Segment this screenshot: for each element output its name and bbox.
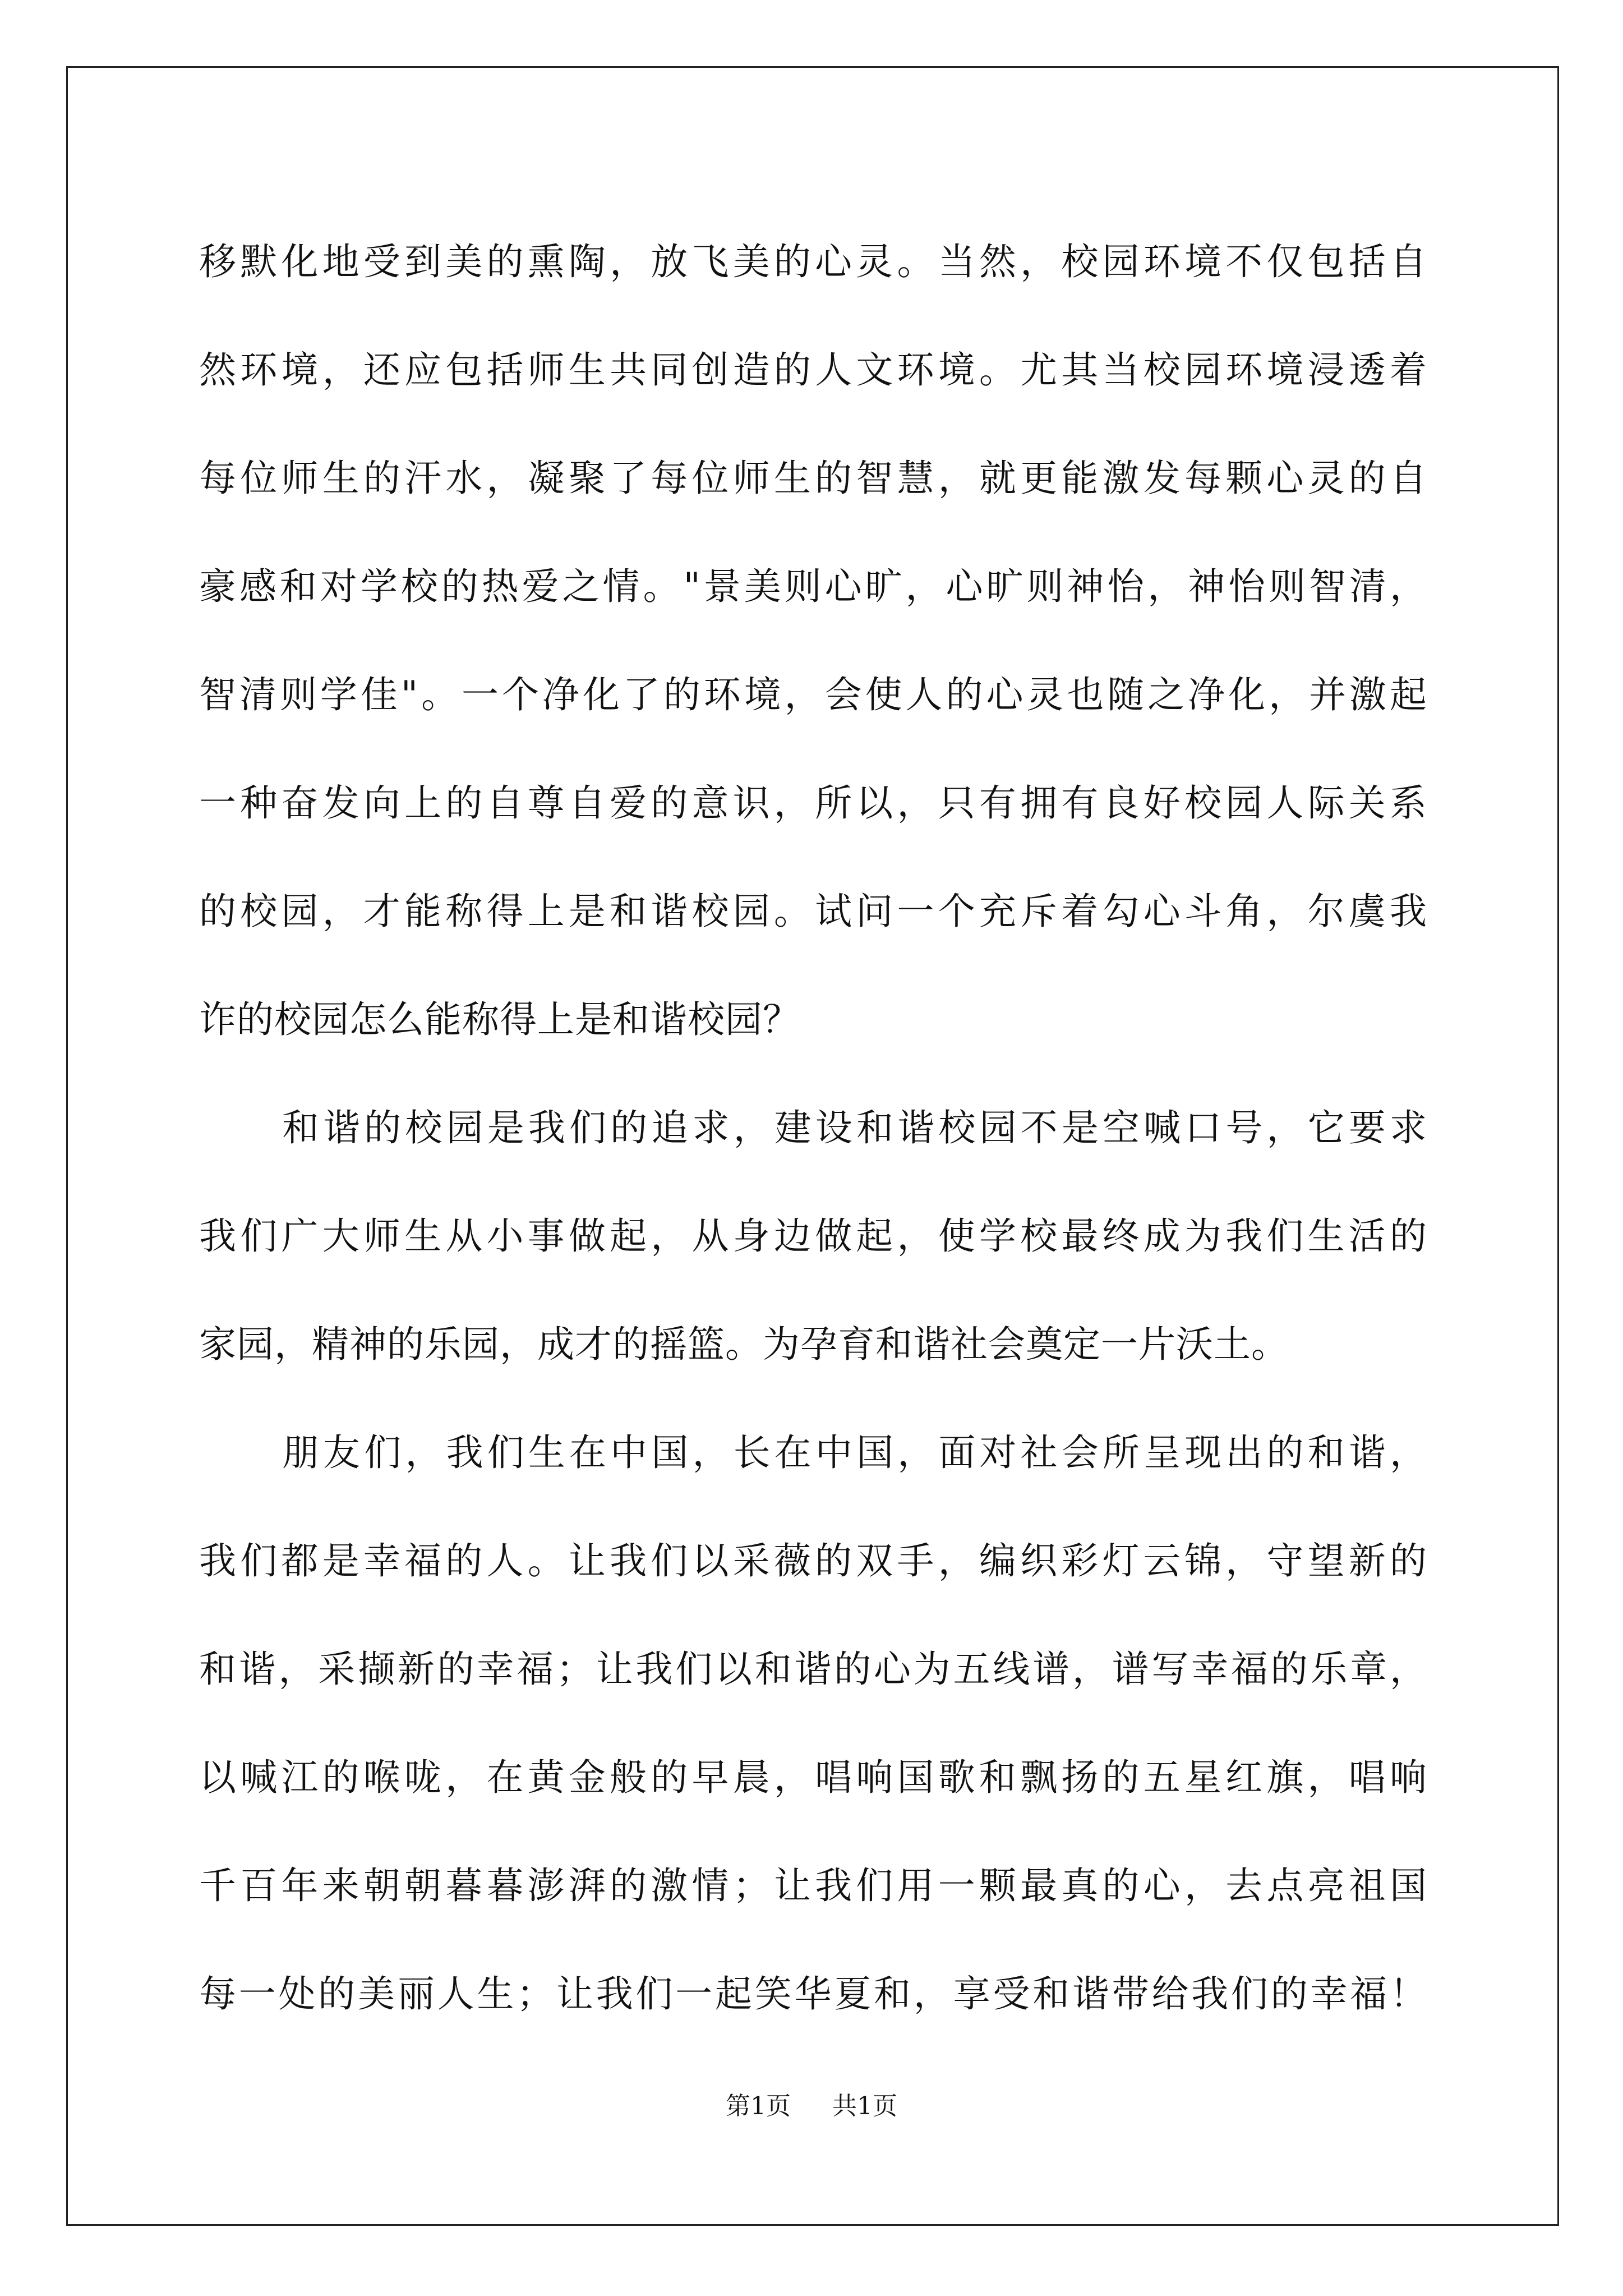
page-footer <box>0 2090 1623 2123</box>
text-line: 然环境，还应包括师生共同创造的人文环境。尤其当校园环境浸透着 <box>199 348 1427 392</box>
text-line: 每一处的美丽人生；让我们一起笑华夏和，享受和谐带给我们的幸福！ <box>199 1972 1427 2016</box>
text-line: 和谐的校园是我们的追求，建设和谐校园不是空喊口号，它要求 <box>282 1106 1427 1149</box>
document-body <box>199 208 1427 2048</box>
text-line: 的校园，才能称得上是和谐校园。试问一个充斥着勾心斗角，尔虞我 <box>199 890 1427 933</box>
text-line: 我们广大师生从小事做起，从身边做起，使学校最终成为我们生活的 <box>199 1214 1427 1258</box>
text-line: 豪感和对学校的热爱之情。"景美则心旷，心旷则神怡，神怡则智清， <box>199 565 1427 608</box>
text-line: 家园，精神的乐园，成才的摇篮。为孕育和谐社会奠定一片沃土。 <box>199 1323 1289 1366</box>
text-line: 千百年来朝朝暮暮澎湃的激情；让我们用一颗最真的心，去点亮祖国 <box>199 1864 1427 1907</box>
text-line: 每位师生的汗水，凝聚了每位师生的智慧，就更能激发每颗心灵的自 <box>199 457 1427 500</box>
text-line: 诈的校园怎么能称得上是和谐校园？ <box>199 998 800 1041</box>
text-line: 以喊江的喉咙，在黄金般的早晨，唱响国歌和飘扬的五星红旗，唱响 <box>199 1756 1427 1799</box>
text-line: 一种奋发向上的自尊自爱的意识，所以，只有拥有良好校园人际关系 <box>199 781 1427 825</box>
text-line: 我们都是幸福的人。让我们以采薇的双手，编织彩灯云锦，守望新的 <box>199 1539 1427 1582</box>
text-line: 和谐，采撷新的幸福；让我们以和谐的心为五线谱，谱写幸福的乐章， <box>199 1648 1427 1691</box>
page-total: 共1页 <box>832 2092 897 2120</box>
page-number: 第1页 <box>726 2092 791 2120</box>
text-line: 移默化地受到美的熏陶，放飞美的心灵。当然，校园环境不仅包括自 <box>199 240 1427 283</box>
text-line: 智清则学佳"。一个净化了的环境，会使人的心灵也随之净化，并激起 <box>199 673 1427 716</box>
text-line: 朋友们，我们生在中国，长在中国，面对社会所呈现出的和谐， <box>282 1431 1427 1474</box>
